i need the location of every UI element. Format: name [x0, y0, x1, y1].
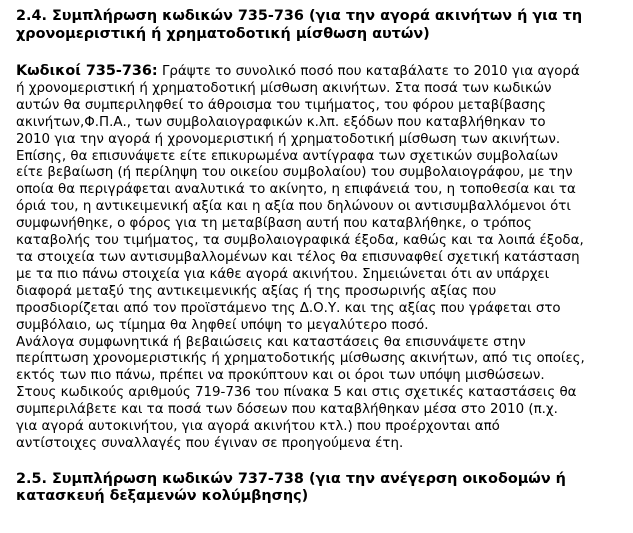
- body-line: συμφωνήθηκε, ο φόρος για τη μεταβίβαση αυτή που καταβλήθηκε, ο τρόπος: [16, 216, 532, 232]
- heading-line: κατασκευή δεξαμενών κολύμβησης): [16, 488, 309, 505]
- section-body-2-4: [16, 63, 621, 453]
- heading-line: 2.4. Συμπλήρωση κωδικών 735-736 (για την αγορά ακινήτων ή για τη: [16, 8, 583, 24]
- body-line: Ανάλογα συμφωνητικά ή βεβαιώσεις και καταστάσεις θα επισυνάψετε στην: [16, 334, 526, 350]
- section-heading-2-5: [16, 471, 621, 506]
- body-line: ή χρονομεριστική ή χρηματοδοτική μίσθωση ακινήτων. Στα ποσά των κωδικών: [16, 80, 552, 96]
- body-line: για αγορά αυτοκινήτου, για αγορά ακινήτου κτλ.) που προέρχονται από: [16, 419, 500, 435]
- body-line: προσδιορίζεται από τον προϊστάμενο της Δ.Ο.Υ. και της αξίας που γράφεται στο: [16, 300, 561, 316]
- heading-line: 2.5. Συμπλήρωση κωδικών 737-738 (για την ανέγερση οικοδομών ή: [16, 470, 566, 487]
- body-line: αυτών θα συμπεριληφθεί το άθροισμα του τιμήματος, του φόρου μεταβίβασης: [16, 97, 546, 113]
- body-line: εκτός των πιο πάνω, πρέπει να προκύπτουν και οι όροι των υπόψη μισθώσεων.: [16, 368, 545, 384]
- body-line: καταβολής του τιμήματος, τα συμβολαιογραφικά έξοδα, καθώς και τα λοιπά έξοδα,: [16, 233, 584, 249]
- body-line: είτε βεβαίωση (ή περίληψη του οικείου συμβολαίου) του συμβολαιογράφου, με την: [16, 165, 573, 181]
- body-line: περίπτωση χρονομεριστικής ή χρηματοδοτικής μίσθωσης ακινήτων, από τις οποίες,: [16, 351, 585, 367]
- body-line: ακινήτων,Φ.Π.Α., των συμβολαιογραφικών κ.λπ. εξόδων που καταβλήθηκαν το: [16, 114, 546, 130]
- body-line: οποία θα περιγράφεται αναλυτικά το ακίνητο, η επιφάνειά του, η τοποθεσία και τα: [16, 182, 576, 198]
- lead-label: Κωδικοί 735-736:: [16, 63, 158, 79]
- section-heading-2-4: [16, 8, 621, 43]
- body-line: όριά του, η αντικειμενική αξία και η αξία που δηλώνουν οι αντισυμβαλλόμενοι ότι: [16, 199, 571, 215]
- document-page: [16, 8, 621, 506]
- body-line: 2010 για την αγορά ή χρονομεριστική ή χρηματοδοτική μίσθωση των ακινήτων.: [16, 131, 561, 147]
- body-line: τα στοιχεία των αντισυμβαλλομένων και τέλος θα επισυναφθεί σχετική κατάσταση: [16, 249, 580, 265]
- body-line-rest: Γράψτε το συνολικό ποσό που καταβάλατε το 2010 για αγορά: [157, 64, 580, 79]
- body-first-line: [16, 63, 621, 81]
- body-line: με τα πιο πάνω στοιχεία για κάθε αγορά ακινήτου. Σημειώνεται ότι αν υπάρχει: [16, 266, 550, 282]
- body-line: διαφορά μεταξύ της αντικειμενικής αξίας ή της προσωρινής αξίας που: [16, 283, 497, 299]
- heading-line: χρονομεριστική ή χρηματοδοτική μίσθωση αυτών): [16, 25, 430, 42]
- body-line: αντίστοιχες συναλλαγές που έγιναν σε προηγούμενα έτη.: [16, 435, 404, 451]
- body-line: Στους κωδικούς αριθμούς 719-736 του πίνακα 5 και στις σχετικές καταστάσεις θα: [16, 385, 577, 401]
- body-line: Επίσης, θα επισυνάψετε είτε επικυρωμένα αντίγραφα των σχετικών συμβολαίων: [16, 148, 558, 164]
- body-line: συμβόλαιο, ως τίμημα θα ληφθεί υπόψη το μεγαλύτερο ποσό.: [16, 317, 429, 333]
- body-line: συμπεριλάβετε και τα ποσά των δόσεων που καταβλήθηκαν μέσα στο 2010 (π.χ.: [16, 402, 558, 418]
